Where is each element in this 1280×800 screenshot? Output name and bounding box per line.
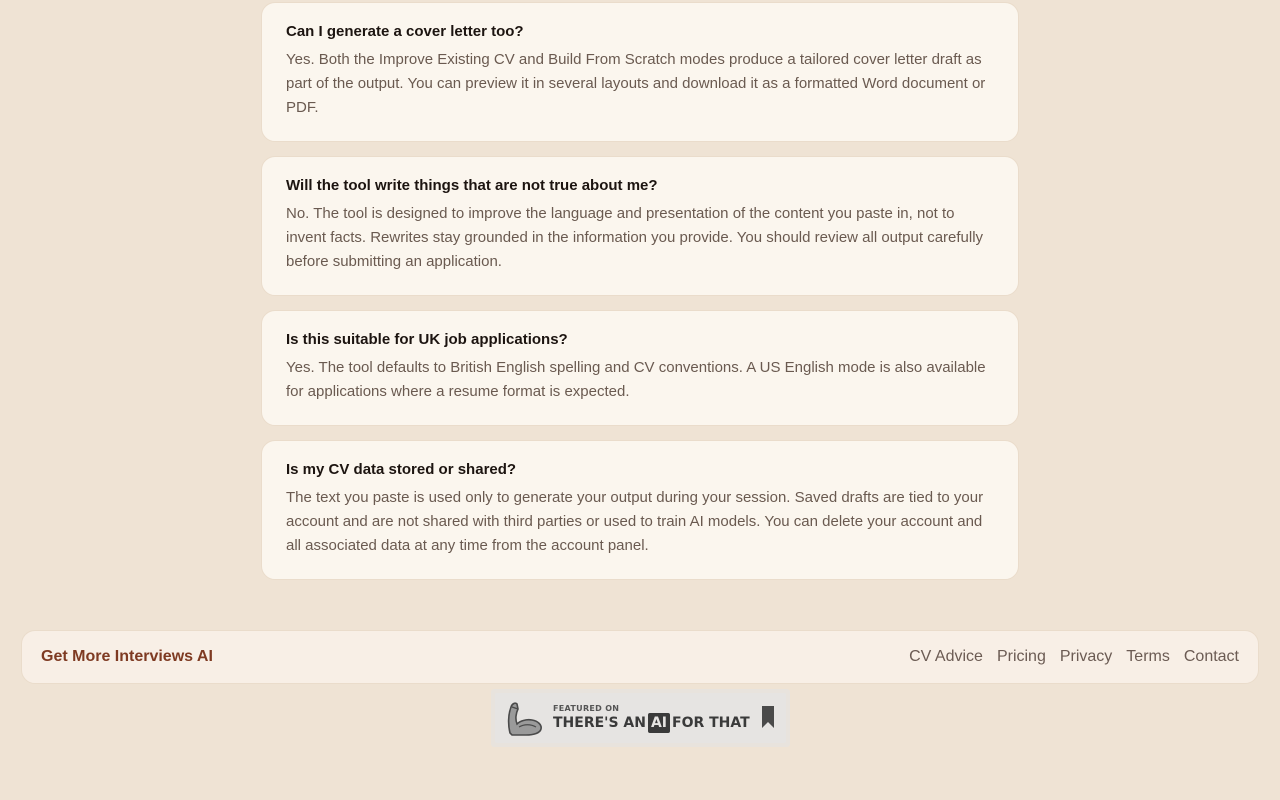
faq-question: Can I generate a cover letter too? bbox=[286, 23, 524, 40]
faq-list bbox=[261, 2, 1019, 594]
faq-item-cover-letter bbox=[261, 2, 1019, 142]
badge-small-text: FEATURED ON bbox=[553, 704, 620, 713]
featured-badge-link[interactable] bbox=[491, 689, 790, 747]
faq-answer: Yes. Both the Improve Existing CV and Build From Scratch modes produce a tailored cover letter draft as part of the output. You can preview it in several layouts and download it as a formatted Word document or PDF. bbox=[286, 51, 986, 116]
arm-icon bbox=[504, 697, 544, 737]
footer-link-pricing[interactable]: Pricing bbox=[996, 648, 1046, 665]
badge-title-end: FOR THAT bbox=[672, 715, 750, 731]
faq-answer: The text you paste is used only to generate your output during your session. Saved drafts are tied to your account and are not shared with third parties or used to train AI models. You can delete your account and all associated data at any time from the account panel. bbox=[286, 489, 984, 554]
bookmark-icon bbox=[761, 705, 775, 729]
footer-link-cv-advice[interactable]: CV Advice bbox=[909, 648, 983, 665]
badge-ai-highlight: AI bbox=[648, 713, 670, 733]
footer-link-privacy[interactable]: Privacy bbox=[1059, 648, 1113, 665]
faq-item-truthfulness bbox=[261, 156, 1019, 296]
footer-link-contact[interactable]: Contact bbox=[1183, 648, 1239, 665]
badge-title bbox=[553, 713, 750, 733]
faq-answer: No. The tool is designed to improve the language and presentation of the content you paste in, not to invent facts. Rewrites stay grounded in the information you provide. You should review all output carefully before submitting an application. bbox=[286, 205, 984, 270]
faq-item-uk-suitability bbox=[261, 310, 1019, 426]
faq-answer: Yes. The tool defaults to British English spelling and CV conventions. A US English mode is also available for applications where a resume format is expected. bbox=[286, 359, 986, 400]
footer bbox=[21, 630, 1259, 684]
faq-question: Is my CV data stored or shared? bbox=[286, 461, 517, 478]
faq-question: Is this suitable for UK job applications? bbox=[286, 331, 568, 348]
footer-link-terms[interactable]: Terms bbox=[1126, 648, 1170, 665]
footer-brand-link[interactable]: Get More Interviews AI bbox=[41, 648, 213, 665]
footer-nav bbox=[909, 648, 1239, 666]
badge-title-start: THERE'S AN bbox=[553, 715, 646, 731]
faq-question: Will the tool write things that are not true about me? bbox=[286, 177, 658, 194]
badge-text bbox=[553, 704, 750, 733]
faq-item-data-storage bbox=[261, 440, 1019, 580]
